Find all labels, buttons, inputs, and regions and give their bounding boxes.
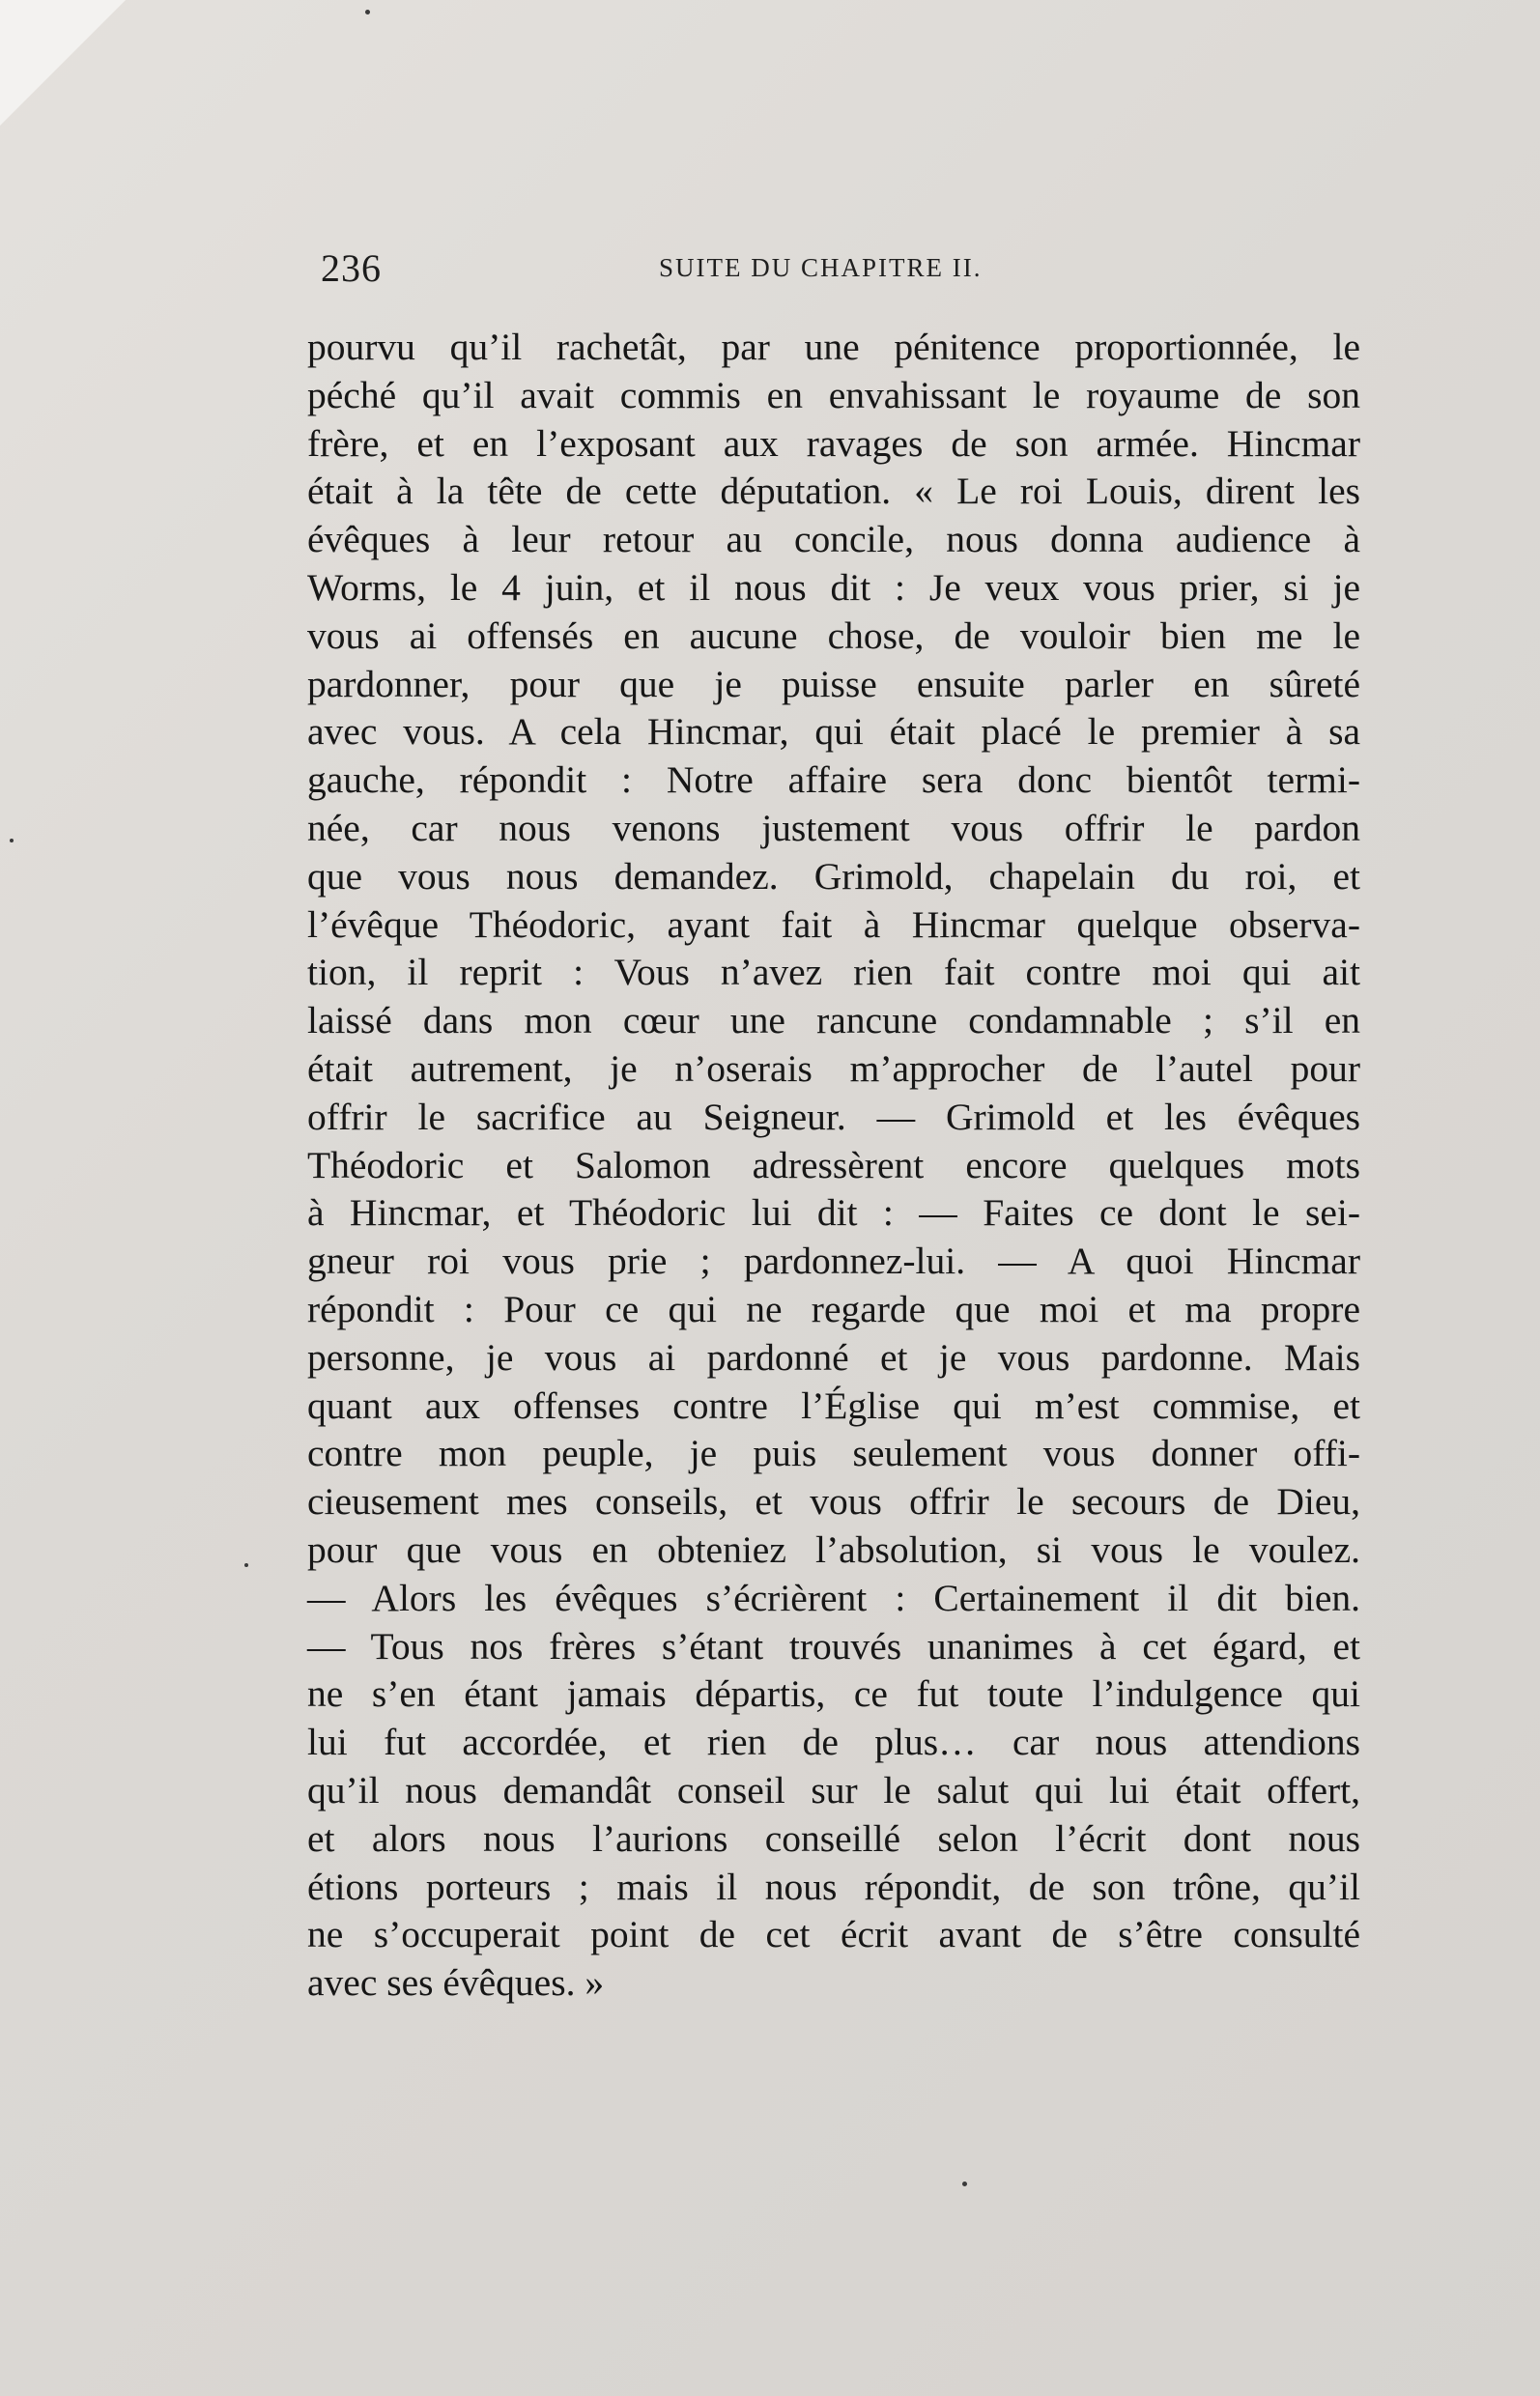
text-line: était autrement, je n’oserais m’approcher de l’autel pour bbox=[307, 1046, 1360, 1090]
text-line: ne s’en étant jamais départis, ce fut toute l’indulgence qui bbox=[307, 1672, 1360, 1716]
text-line: — Tous nos frères s’étant trouvés unanimes à cet égard, et bbox=[307, 1624, 1360, 1668]
text-line: quant aux offenses contre l’Église qui m’est commise, et bbox=[307, 1383, 1360, 1427]
paper-speck bbox=[365, 10, 370, 14]
folded-corner bbox=[0, 0, 126, 126]
text-line: gauche, répondit : Notre affaire sera donc bientôt termi- bbox=[307, 758, 1360, 802]
paper-speck bbox=[10, 839, 14, 842]
text-line: frère, et en l’exposant aux ravages de son armée. Hincmar bbox=[307, 421, 1360, 465]
page-number: 236 bbox=[321, 246, 382, 290]
text-line: péché qu’il avait commis en envahissant le royaume de son bbox=[307, 373, 1360, 416]
text-line: qu’il nous demandât conseil sur le salut qui lui était offert, bbox=[307, 1768, 1360, 1811]
text-line: pardonner, pour que je puisse ensuite parler en sûreté bbox=[307, 662, 1360, 705]
text-line: offrir le sacrifice au Seigneur. — Grimold et les évêques bbox=[307, 1095, 1360, 1138]
text-line: répondit : Pour ce qui ne regarde que moi et ma propre bbox=[307, 1287, 1360, 1330]
text-line: ne s’occuperait point de cet écrit avant de s’être consulté bbox=[307, 1913, 1360, 1956]
text-line: cieusement mes conseils, et vous offrir le secours de Dieu, bbox=[307, 1480, 1360, 1524]
body-text bbox=[307, 324, 1360, 2008]
text-line: Théodoric et Salomon adressèrent encore quelques mots bbox=[307, 1143, 1360, 1186]
text-line: Worms, le 4 juin, et il nous dit : Je veux vous prier, si je bbox=[307, 565, 1360, 609]
text-line: — Alors les évêques s’écrièrent : Certainement il dit bien. bbox=[307, 1576, 1360, 1619]
text-line: gneur roi vous prie ; pardonnez-lui. — A quoi Hincmar bbox=[307, 1240, 1360, 1283]
text-line: à Hincmar, et Théodoric lui dit : — Faites ce dont le sei- bbox=[307, 1191, 1360, 1235]
page-header bbox=[321, 245, 1364, 294]
text-line: tion, il reprit : Vous n’avez rien fait contre moi qui ait bbox=[307, 951, 1360, 994]
text-line: née, car nous venons justement vous offrir le pardon bbox=[307, 806, 1360, 849]
text-line: lui fut accordée, et rien de plus… car nous attendions bbox=[307, 1721, 1360, 1764]
paper-speck bbox=[244, 1563, 248, 1567]
text-line: était à la tête de cette députation. « Le roi Louis, dirent les bbox=[307, 470, 1360, 513]
text-line: laissé dans mon cœur une rancune condamnable ; s’il en bbox=[307, 999, 1360, 1042]
text-line: étions porteurs ; mais il nous répondit, de son trône, qu’il bbox=[307, 1865, 1360, 1908]
text-line: vous ai offensés en aucune chose, de vouloir bien me le bbox=[307, 613, 1360, 657]
text-line: avec vous. A cela Hincmar, qui était placé le premier à sa bbox=[307, 710, 1360, 754]
text-line: contre mon peuple, je puis seulement vous donner offi- bbox=[307, 1432, 1360, 1475]
text-line: pourvu qu’il rachetât, par une pénitence proportionnée, le bbox=[307, 326, 1360, 368]
text-line: que vous nous demandez. Grimold, chapelain du roi, et bbox=[307, 854, 1360, 898]
text-line: avec ses évêques. » bbox=[307, 1961, 605, 2005]
text-line: pour que vous en obteniez l’absolution, si vous le voulez. bbox=[307, 1527, 1360, 1571]
paper-speck bbox=[962, 2182, 967, 2186]
text-line: personne, je vous ai pardonné et je vous pardonne. Mais bbox=[307, 1335, 1360, 1379]
running-head: SUITE DU CHAPITRE II. bbox=[659, 253, 983, 282]
text-line: l’évêque Théodoric, ayant fait à Hincmar quelque observa- bbox=[307, 902, 1360, 946]
text-line: et alors nous l’aurions conseillé selon l’écrit dont nous bbox=[307, 1816, 1360, 1860]
text-line: évêques à leur retour au concile, nous donna audience à bbox=[307, 518, 1360, 561]
